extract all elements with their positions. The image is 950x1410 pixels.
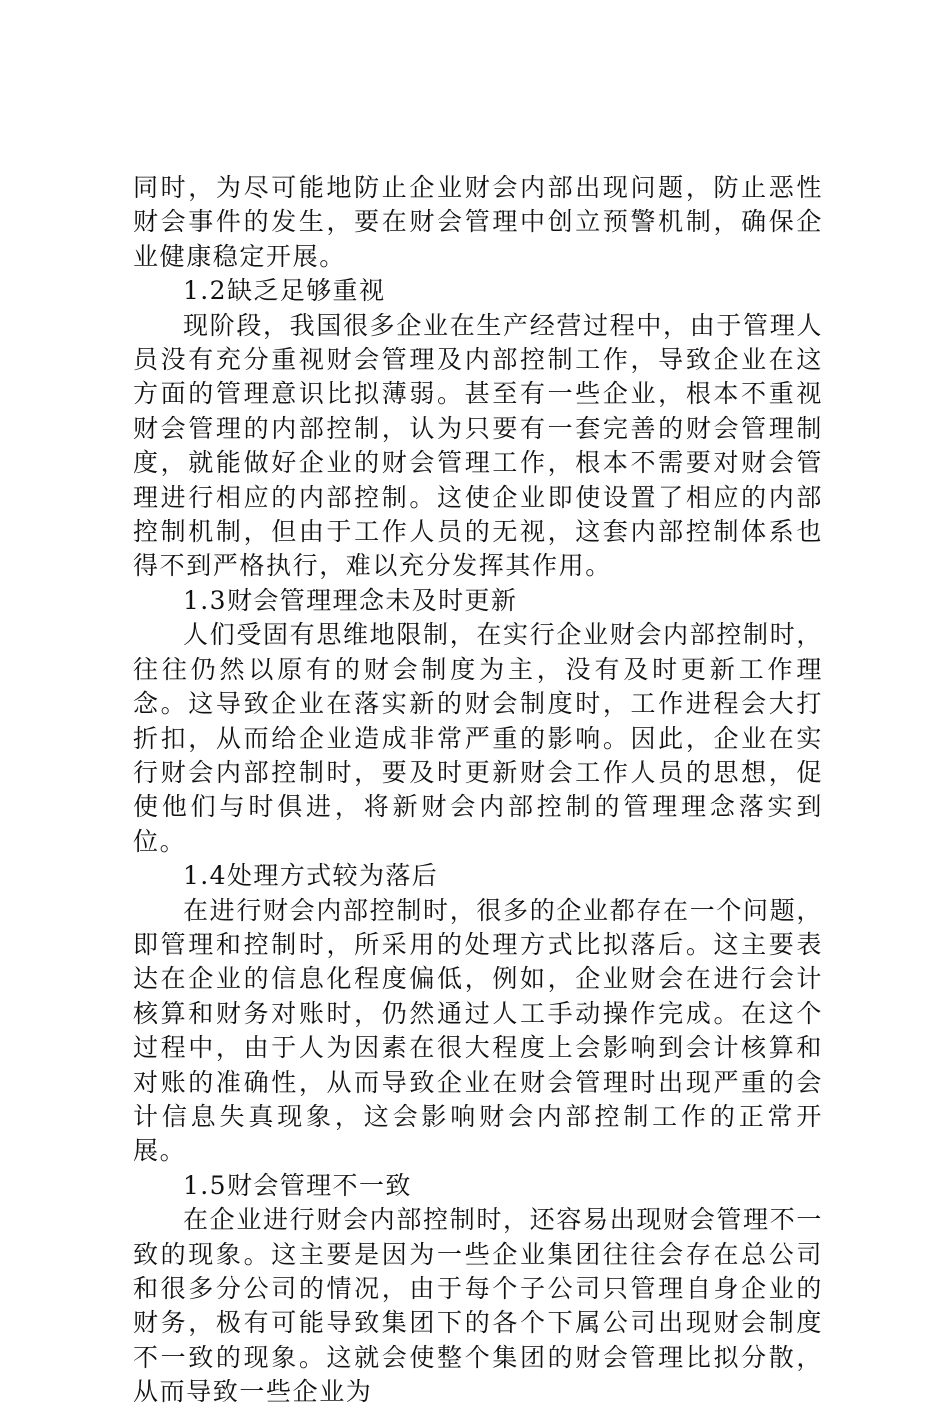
paragraph-1-4: 在进行财会内部控制时，很多的企业都存在一个问题，即管理和控制时，所采用的处理方式比拟落后。这主要表达在企业的信息化程度偏低，例如，企业财会在进行会计核算和财务对账时，仍然通过人工手动操作完成。在这个过程中，由于人为因素在很大程度上会影响到会计核算和对账的准确性，从而导致企业在财会管理时出现严重的会计信息失真现象，这会影响财会内部控制工作的正常开展。: [133, 895, 823, 1166]
paragraph-1-5: 在企业进行财会内部控制时，还容易出现财会管理不一致的现象。这主要是因为一些企业集团往往会存在总公司和很多分公司的情况，由于每个子公司只管理自身企业的财务，极有可能导致集团下的各个下属公司出现财会制度不一致的现象。这就会使整个集团的财会管理比拟分散，从而导致一些企业为: [133, 1205, 823, 1407]
section-heading-1-4: 1.4处理方式较为落后: [183, 861, 439, 891]
document-body: [133, 171, 823, 1410]
paragraph-continuation: 同时，为尽可能地防止企业财会内部出现问题，防止恶性财会事件的发生，要在财会管理中创立预警机制，确保企业健康稳定开展。: [133, 173, 823, 271]
section-heading-1-3: 1.3财会管理理念未及时更新: [183, 585, 518, 615]
paragraph-1-2: 现阶段，我国很多企业在生产经营过程中，由于管理人员没有充分重视财会管理及内部控制工作，导致企业在这方面的管理意识比拟薄弱。甚至有一些企业，根本不重视财会管理的内部控制，认为只要有一套完善的财会管理制度，就能做好企业的财会管理工作，根本不需要对财会管理进行相应的内部控制。这使企业即使设置了相应的内部控制机制，但由于工作人员的无视，这套内部控制体系也得不到严格执行，难以充分发挥其作用。: [133, 310, 823, 581]
section-heading-1-5: 1.5财会管理不一致: [183, 1170, 412, 1200]
section-heading-1-2: 1.2缺乏足够重视: [183, 276, 386, 306]
paragraph-1-3: 人们受固有思维地限制，在实行企业财会内部控制时，往往仍然以原有的财会制度为主，没有及时更新工作理念。这导致企业在落实新的财会制度时，工作进程会大打折扣，从而给企业造成非常严重的影响。因此，企业在实行财会内部控制时，要及时更新财会工作人员的思想，促使他们与时俱进，将新财会内部控制的管理理念落实到位。: [133, 620, 823, 856]
